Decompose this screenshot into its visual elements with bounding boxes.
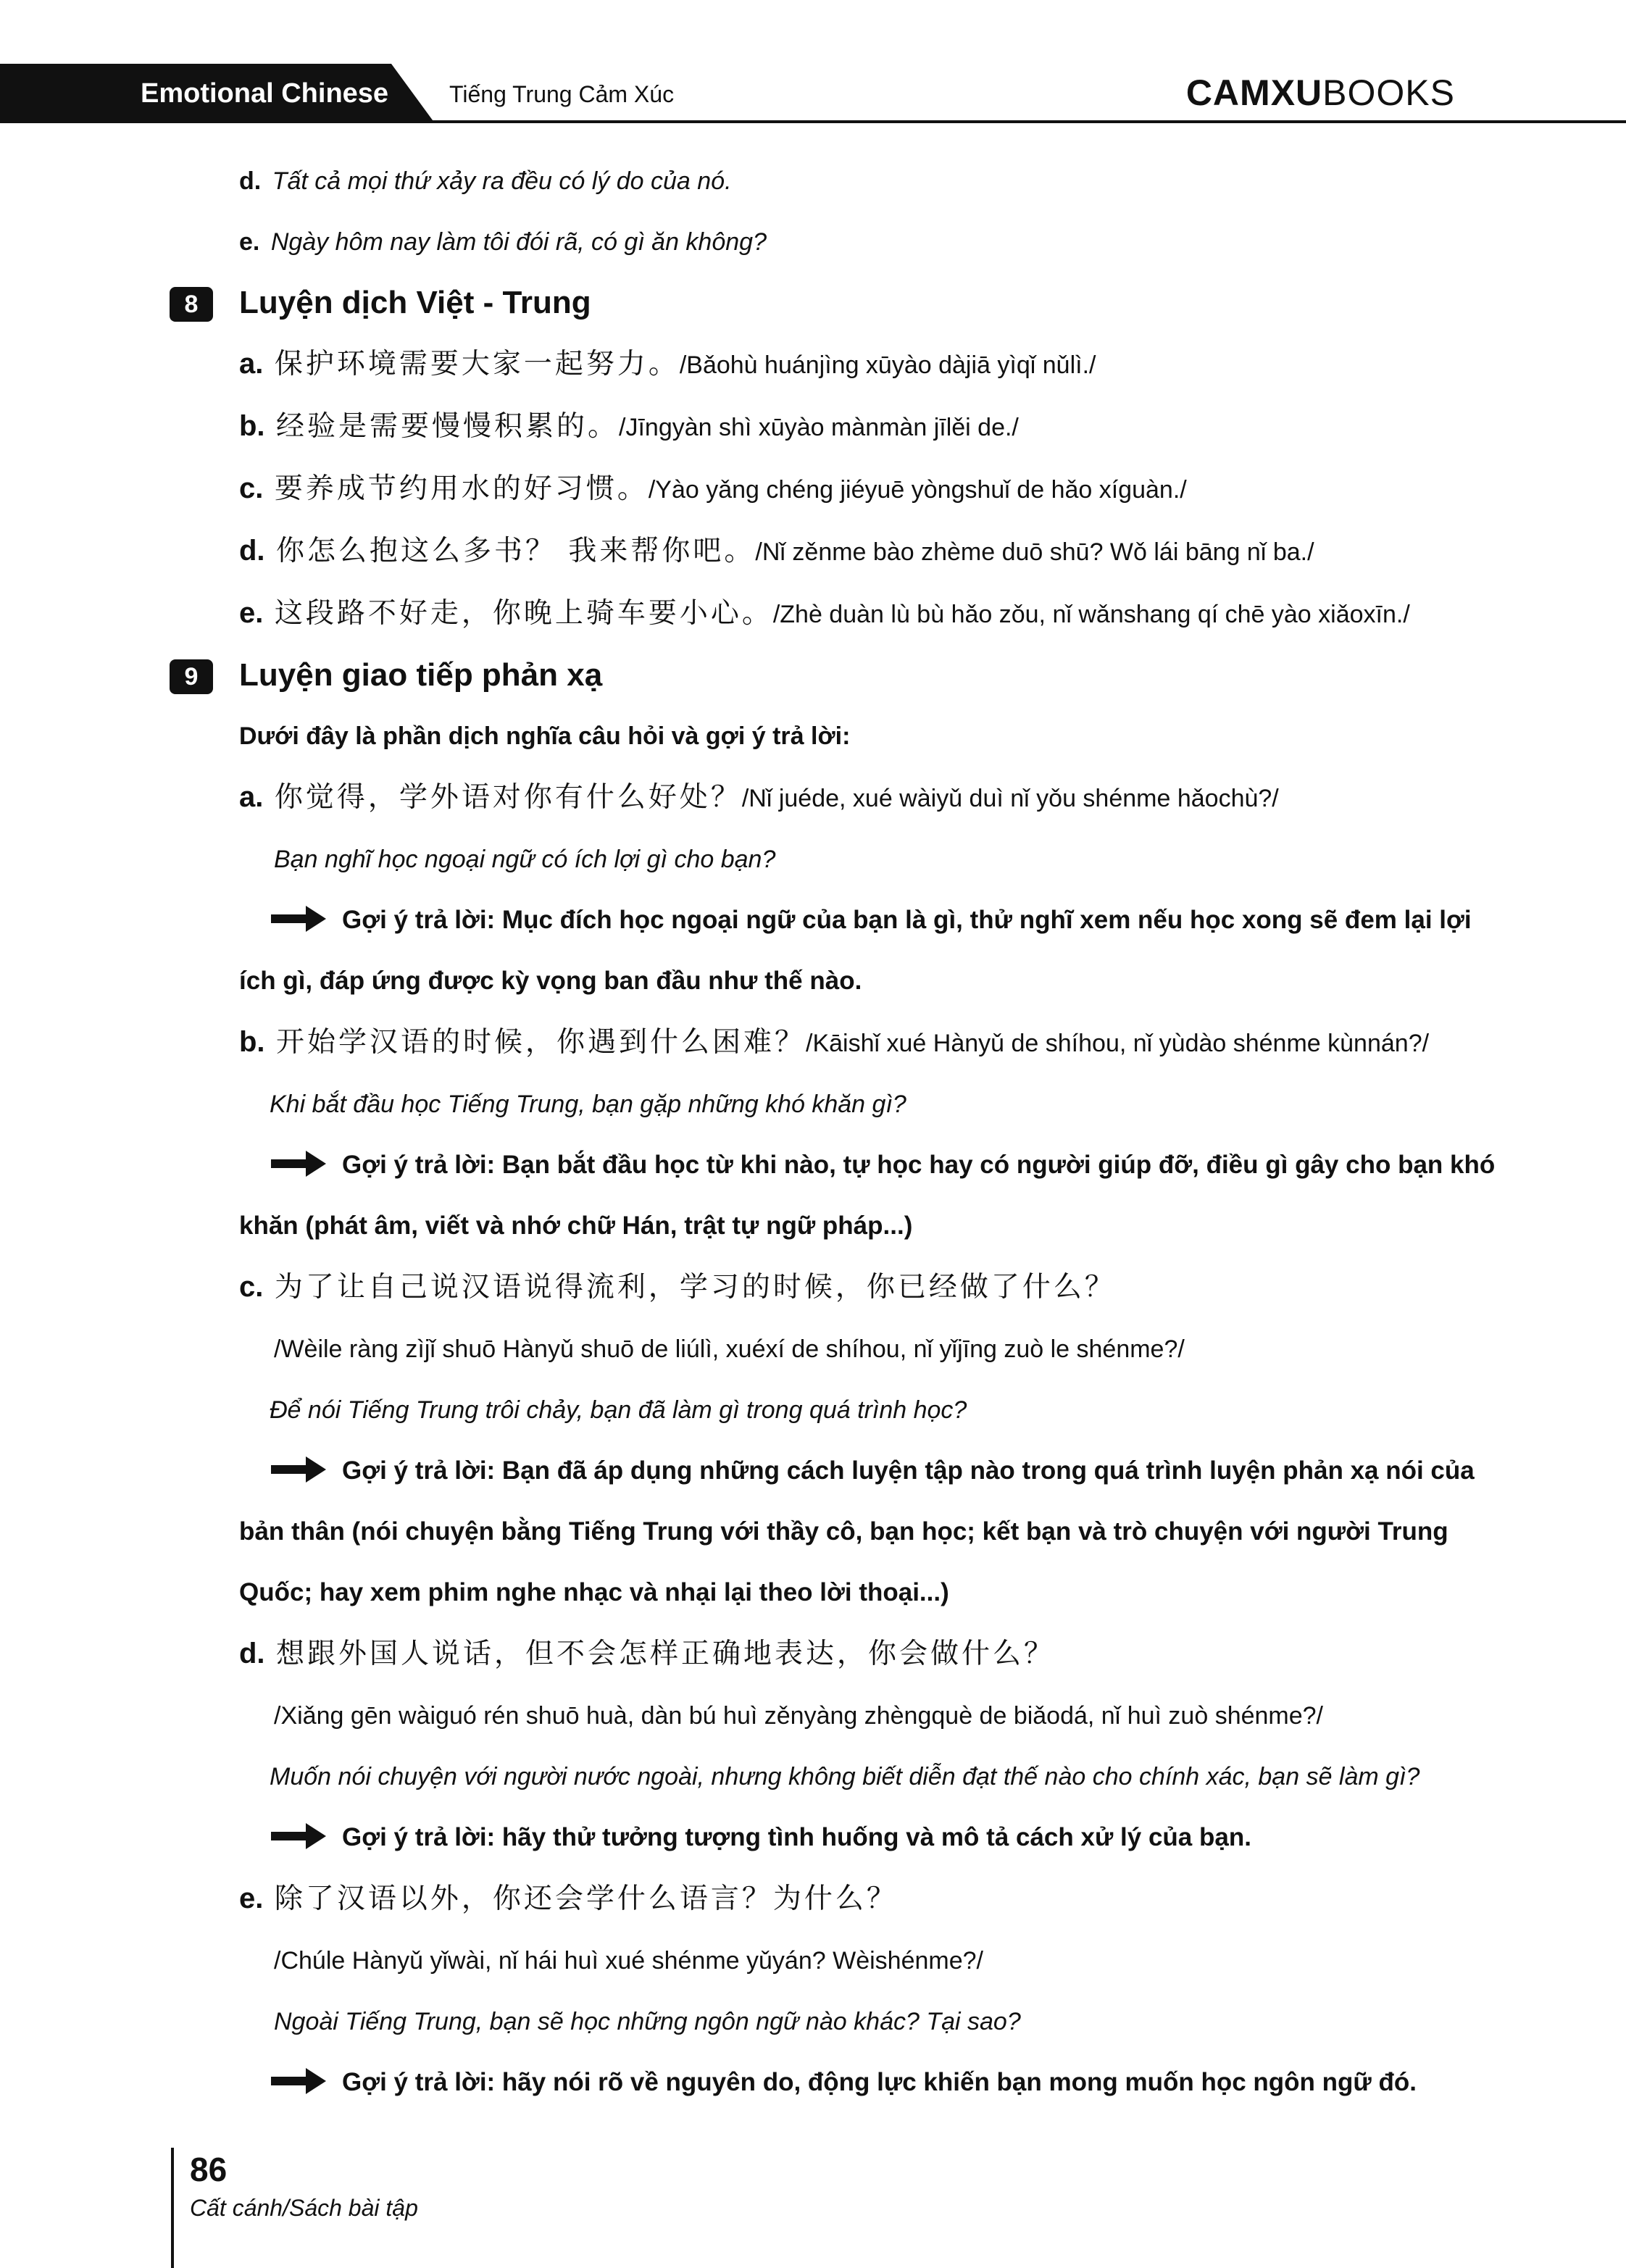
section-heading [184, 645, 1471, 706]
item-label: c. [239, 1271, 264, 1303]
pinyin-text: /Nǐ juéde, xué wàiyǔ duì nǐ yǒu shénme hǎochù?/ [741, 785, 1279, 812]
arrow-right-icon [271, 910, 326, 927]
header-subtitle: Tiếng Trung Cảm Xúc [449, 81, 675, 107]
list-item [239, 583, 1471, 645]
arrow-right-icon [271, 1461, 326, 1478]
pinyin-text: /Jīngyàn shì xūyào mànmàn jīlěi de./ [619, 414, 1019, 441]
hint-continuation: khăn (phát âm, viết và nhớ chữ Hán, trật tự ngữ pháp...) [239, 1212, 913, 1240]
pinyin-text: /Yào yǎng chéng jiéyuē yòngshuǐ de hǎo xíguàn./ [648, 476, 1187, 504]
answer-hint [239, 1135, 1496, 1196]
arrow-right-icon [271, 1155, 326, 1172]
list-item [239, 151, 1471, 212]
header-rule [0, 120, 1626, 123]
hint-text: Gợi ý trả lời: hãy nói rõ về nguyên do, động lực khiến bạn mong muốn học ngôn ngữ đó. [342, 2068, 1417, 2096]
chinese-text: 经验是需要慢慢积累的。 [276, 410, 620, 443]
pinyin-text: /Nǐ zěnme bào zhème duō shū? Wǒ lái bāng nǐ ba./ [755, 538, 1314, 566]
hint-continuation: Quốc; hay xem phim nghe nhạc và nhại lại theo lời thoại...) [239, 1578, 949, 1606]
item-label: e. [239, 228, 260, 256]
item-label: b. [239, 410, 265, 442]
vietnamese-translation: Bạn nghĩ học ngoại ngữ có ích lợi gì cho bạn? [274, 846, 776, 873]
footer-rule [171, 2148, 174, 2268]
item-label: c. [239, 472, 264, 504]
section-intro: Dưới đây là phần dịch nghĩa câu hỏi và gợi ý trả lời: [239, 722, 851, 750]
page-header [0, 0, 1626, 123]
section-number-badge: 9 [170, 659, 213, 694]
pinyin-text: /Bǎohù huánjìng xūyào dàjiā yìqǐ nǔlì./ [679, 351, 1096, 379]
list-item [239, 396, 1471, 458]
brand-bold: CAMXU [1185, 72, 1323, 113]
question-line [239, 767, 1471, 829]
brand-light: BOOKS [1322, 72, 1455, 113]
pinyin-text: /Kāishǐ xué Hànyǔ de shíhou, nǐ yùdào shénme kùnnán?/ [806, 1030, 1430, 1057]
item-label: e. [239, 1883, 264, 1914]
list-item [239, 520, 1471, 583]
item-text: Ngày hôm nay làm tôi đói rã, có gì ăn không? [270, 228, 767, 256]
chinese-text: 要养成节约用水的好习惯。 [274, 472, 649, 505]
hint-text: Gợi ý trả lời: Bạn bắt đầu học từ khi nào, tự học hay có người giúp đỡ, điều gì gây cho bạn khó [342, 1151, 1496, 1179]
item-label: a. [239, 348, 264, 380]
chinese-text: 你怎么抱这么多书？ 我来帮你吧。 [276, 535, 756, 567]
pinyin-text: /Chúle Hànyǔ yǐwài, nǐ hái huì xué shénme yǔyán? Wèishénme?/ [274, 1947, 983, 1975]
pinyin-text: /Wèile ràng zìjǐ shuō Hànyǔ shuō de liúlì, xuéxí de shíhou, nǐ yǐjīng zuò le shénme?/ [274, 1335, 1185, 1363]
arrow-right-icon [271, 1827, 326, 1845]
list-item [239, 333, 1471, 396]
hint-continuation: bản thân (nói chuyện bằng Tiếng Trung với thầy cô, bạn học; kết bạn và trò chuyện với người Trung [239, 1517, 1448, 1546]
question-line [239, 1012, 1471, 1074]
answer-hint [239, 2052, 1471, 2113]
item-label: e. [239, 597, 264, 629]
book-title: Cất cánh/Sách bài tập [190, 2195, 418, 2221]
brand-logo [1186, 71, 1455, 114]
question-line [239, 1256, 1471, 1319]
question-line [239, 1868, 1471, 1930]
item-label: d. [239, 535, 265, 567]
chinese-text: 你觉得，学外语对你有什么好处？ [274, 781, 742, 814]
answer-hint [239, 1807, 1471, 1868]
vietnamese-translation: Ngoài Tiếng Trung, bạn sẽ học những ngôn ngữ nào khác? Tại sao? [274, 2008, 1021, 2035]
hint-text: Gợi ý trả lời: Mục đích học ngoại ngữ của bạn là gì, thử nghĩ xem nếu học xong sẽ đem lại lợi [342, 906, 1472, 934]
hint-continuation: ích gì, đáp ứng được kỳ vọng ban đầu như thế nào. [239, 967, 862, 995]
chinese-text: 除了汉语以外，你还会学什么语言？为什么？ [274, 1883, 898, 1915]
vietnamese-translation: Khi bắt đầu học Tiếng Trung, bạn gặp những khó khăn gì? [270, 1091, 906, 1118]
page-number: 86 [190, 2151, 228, 2188]
answer-hint [239, 1441, 1475, 1501]
section-title: Luyện giao tiếp phản xạ [239, 657, 603, 693]
page-content [184, 151, 1496, 2113]
hint-text: Gợi ý trả lời: Bạn đã áp dụng những cách luyện tập nào trong quá trình luyện phản xạ nói của [342, 1456, 1475, 1485]
section-number-badge: 8 [170, 287, 213, 322]
item-text: Tất cả mọi thứ xảy ra đều có lý do của nó. [272, 167, 732, 195]
chinese-text: 想跟外国人说话，但不会怎样正确地表达，你会做什么？ [276, 1638, 1056, 1670]
header-tab-label: Emotional Chinese [141, 78, 389, 109]
section-heading [184, 272, 1471, 333]
answer-hint [239, 890, 1471, 951]
section-title: Luyện dịch Việt - Trung [239, 285, 591, 320]
vietnamese-translation: Muốn nói chuyện với người nước ngoài, nhưng không biết diễn đạt thế nào cho chính xác, bạn sẽ làm gì? [270, 1763, 1420, 1790]
arrow-right-icon [271, 2072, 326, 2090]
pinyin-text: /Xiǎng gēn wàiguó rén shuō huà, dàn bú huì zěnyàng zhèngquè de biǎodá, nǐ huì zuò shénme?/ [274, 1702, 1324, 1730]
item-label: d. [239, 167, 262, 195]
list-item [239, 458, 1471, 520]
question-line [239, 1623, 1471, 1685]
vietnamese-translation: Để nói Tiếng Trung trôi chảy, bạn đã làm gì trong quá trình học? [270, 1396, 967, 1424]
item-label: d. [239, 1638, 265, 1669]
list-item [239, 212, 1471, 272]
pinyin-text: /Zhè duàn lù bù hǎo zǒu, nǐ wǎnshang qí chē yào xiǎoxīn./ [772, 601, 1410, 628]
chinese-text: 为了让自己说汉语说得流利，学习的时候，你已经做了什么？ [274, 1271, 1116, 1304]
chinese-text: 保护环境需要大家一起努力。 [274, 348, 680, 380]
item-label: b. [239, 1026, 265, 1058]
hint-text: Gợi ý trả lời: hãy thử tưởng tượng tình huống và mô tả cách xử lý của bạn. [342, 1823, 1251, 1851]
chinese-text: 开始学汉语的时候，你遇到什么困难？ [276, 1026, 806, 1059]
chinese-text: 这段路不好走，你晚上骑车要小心。 [274, 597, 773, 630]
item-label: a. [239, 781, 264, 813]
